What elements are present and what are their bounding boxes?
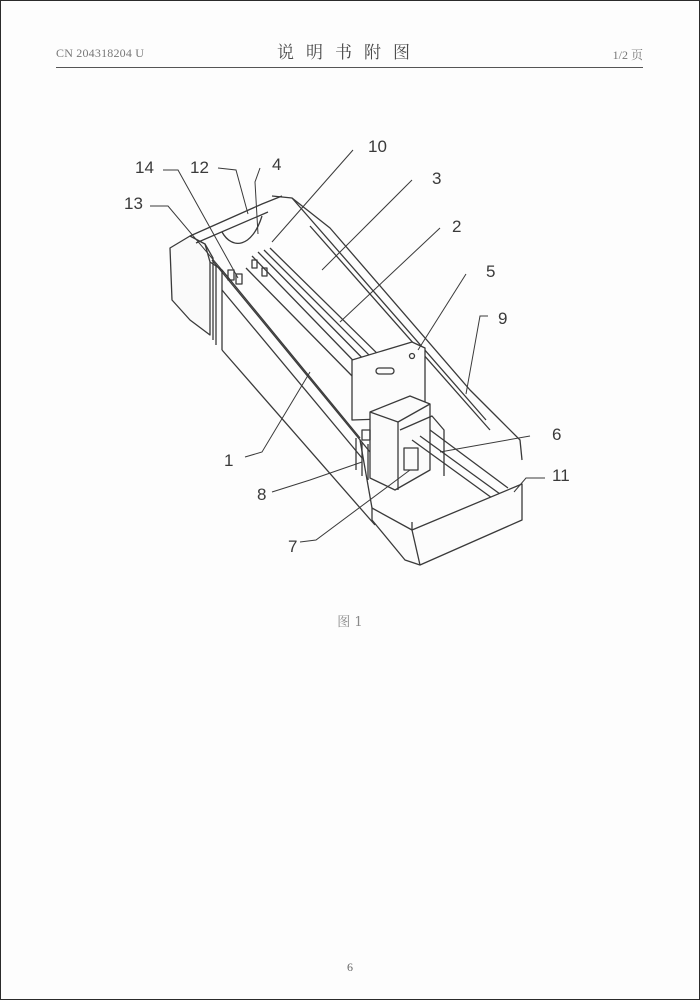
publication-number: CN 204318204 U xyxy=(56,46,145,60)
figure-caption: 图 1 xyxy=(337,615,363,630)
callout-3: 3 xyxy=(432,169,442,188)
callout-14: 14 xyxy=(135,158,154,177)
callout-9: 9 xyxy=(498,309,508,328)
callout-6: 6 xyxy=(552,425,562,444)
page-number: 6 xyxy=(347,960,353,974)
callout-12: 12 xyxy=(190,158,209,177)
page-title: 说明书附图 xyxy=(277,43,422,63)
callout-11: 11 xyxy=(552,466,570,485)
callout-10: 10 xyxy=(368,137,387,156)
page-indicator: 1/2 页 xyxy=(612,48,643,62)
callout-7: 7 xyxy=(288,537,298,556)
callout-1: 1 xyxy=(224,451,234,470)
callout-4: 4 xyxy=(272,155,282,174)
callout-2: 2 xyxy=(452,217,462,236)
callout-8: 8 xyxy=(257,485,267,504)
callout-5: 5 xyxy=(486,262,496,281)
callout-13: 13 xyxy=(124,194,143,213)
